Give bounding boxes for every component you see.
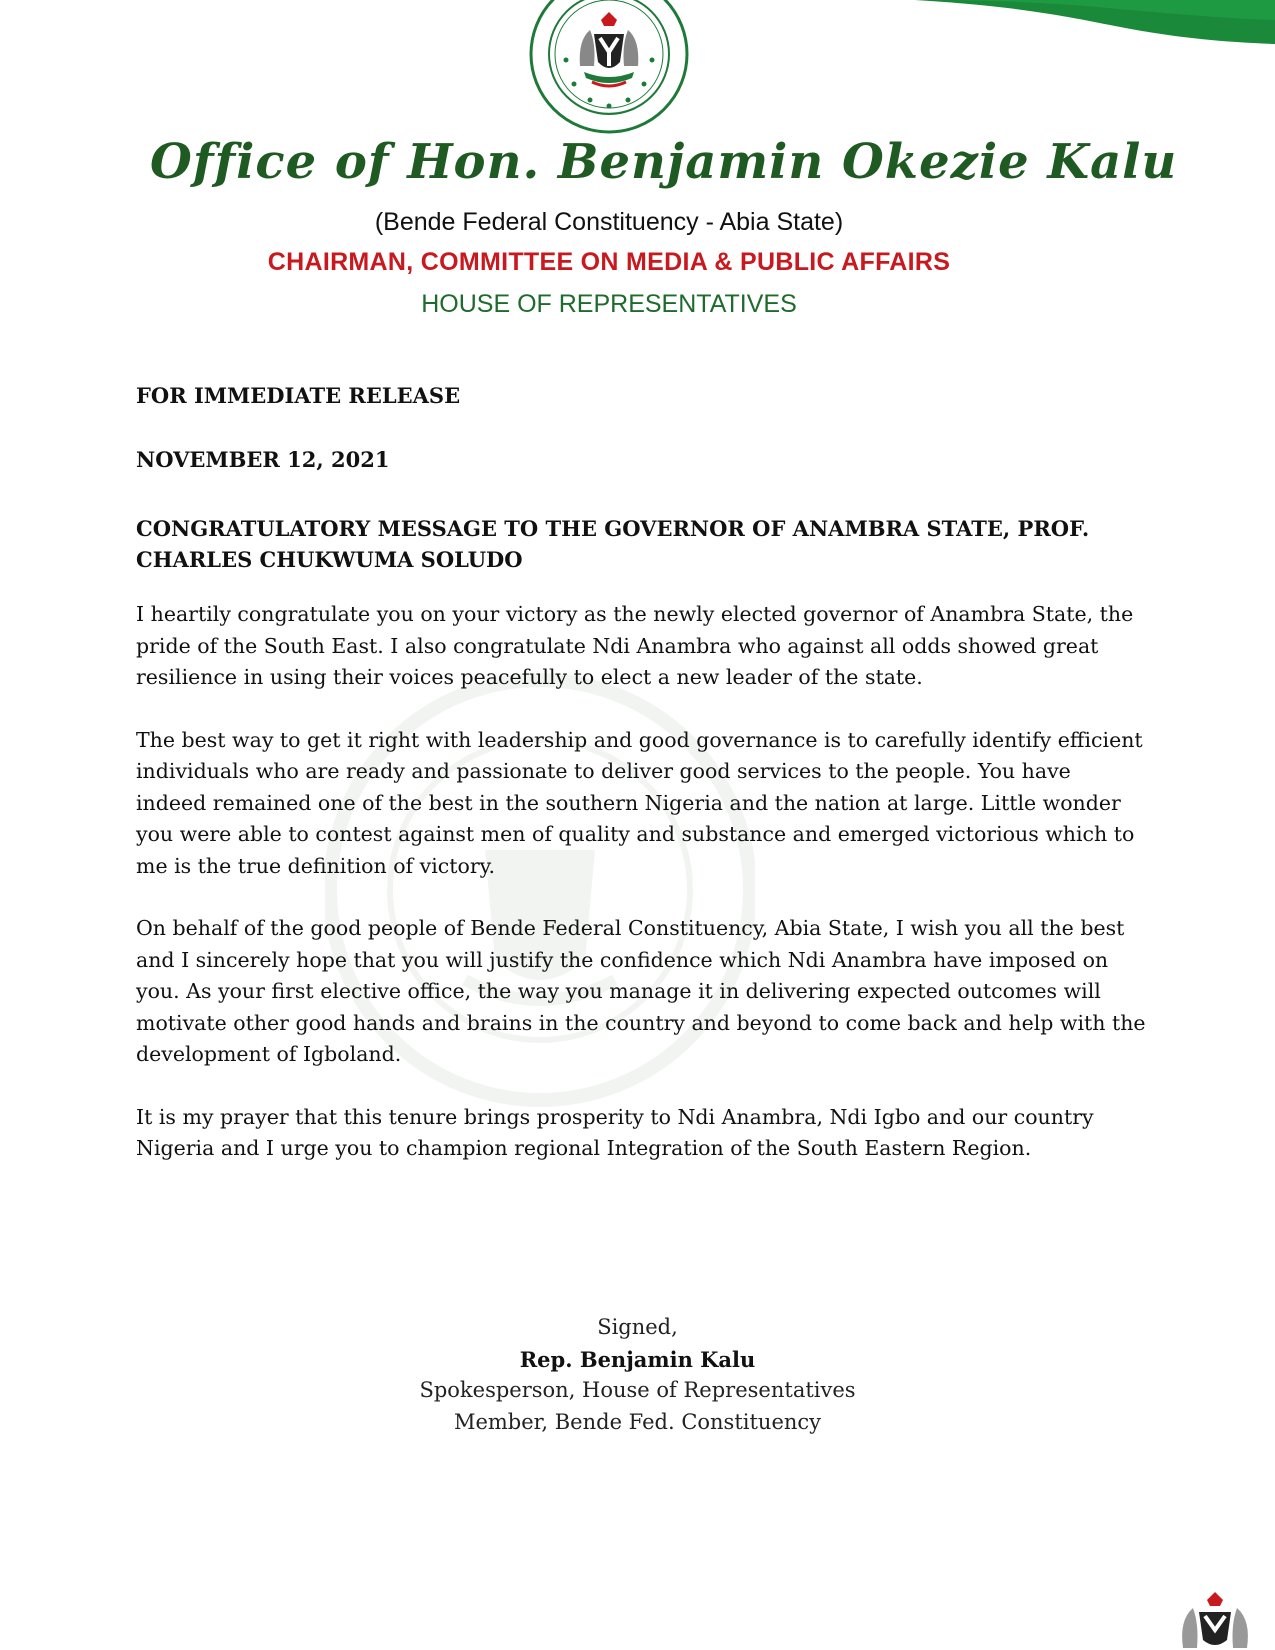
signatory-name: Rep. Benjamin Kalu	[519, 1346, 756, 1372]
release-headline: CONGRATULATORY MESSAGE TO THE GOVERNOR OF ANAMBRA STATE, PROF. CHARLES CHUKWUMA SOLUDO	[136, 516, 1090, 572]
signature-block	[0, 1312, 1275, 1438]
committee-title: CHAIRMAN, COMMITTEE ON MEDIA & PUBLIC AFFAIRS	[267, 248, 951, 276]
body-paragraph-4: It is my prayer that this tenure brings prosperity to Ndi Anambra, Ndi Igbo and our country Nigeria and I urge you to champion regional Integration of the South Eastern Region.	[136, 1104, 1094, 1160]
release-label: FOR IMMEDIATE RELEASE	[136, 383, 461, 408]
constituency-subtitle: (Bende Federal Constituency - Abia State)	[374, 208, 844, 236]
press-release-content	[136, 380, 1146, 1196]
house-of-representatives-label: HOUSE OF REPRESENTATIVES	[421, 290, 797, 318]
body-paragraph-1: I heartily congratulate you on your victory as the newly elected governor of Anambra State, the pride of the South East. I also congratulate Ndi Anambra who against all odds showed great resilience in using their voices peacefully to elect a new leader of the state.	[136, 602, 1134, 689]
signed-label: Signed,	[597, 1315, 678, 1339]
signatory-role: Spokesperson, House of Representatives	[419, 1378, 856, 1402]
release-date: NOVEMBER 12, 2021	[136, 446, 390, 472]
house-of-representatives-seal	[528, 0, 690, 138]
office-title: Office of Hon. Benjamin Okezie Kalu	[150, 134, 1178, 190]
coat-of-arms-icon	[1155, 1590, 1275, 1650]
body-paragraph-2: The best way to get it right with leadership and good governance is to carefully identify efficient individuals who are ready and passionate to deliver good services to the people. You have indeed remained one of the best in the southern Nigeria and the nation at large. Little wonder you were able to contest against men of quality and substance and emerged victorious which to me is the true definition of victory.	[136, 727, 1143, 878]
body-paragraph-3: On behalf of the good people of Bende Federal Constituency, Abia State, I wish you all the best and I sincerely hope that you will justify the confidence which Ndi Anambra have imposed on you. As your first elective office, the way you manage it in delivering expected outcomes will motivate other good hands and brains in the country and beyond to come back and help with the development of Igboland.	[136, 916, 1146, 1066]
signatory-membership: Member, Bende Fed. Constituency	[453, 1409, 822, 1434]
corner-flag-swoosh	[915, 0, 1275, 50]
